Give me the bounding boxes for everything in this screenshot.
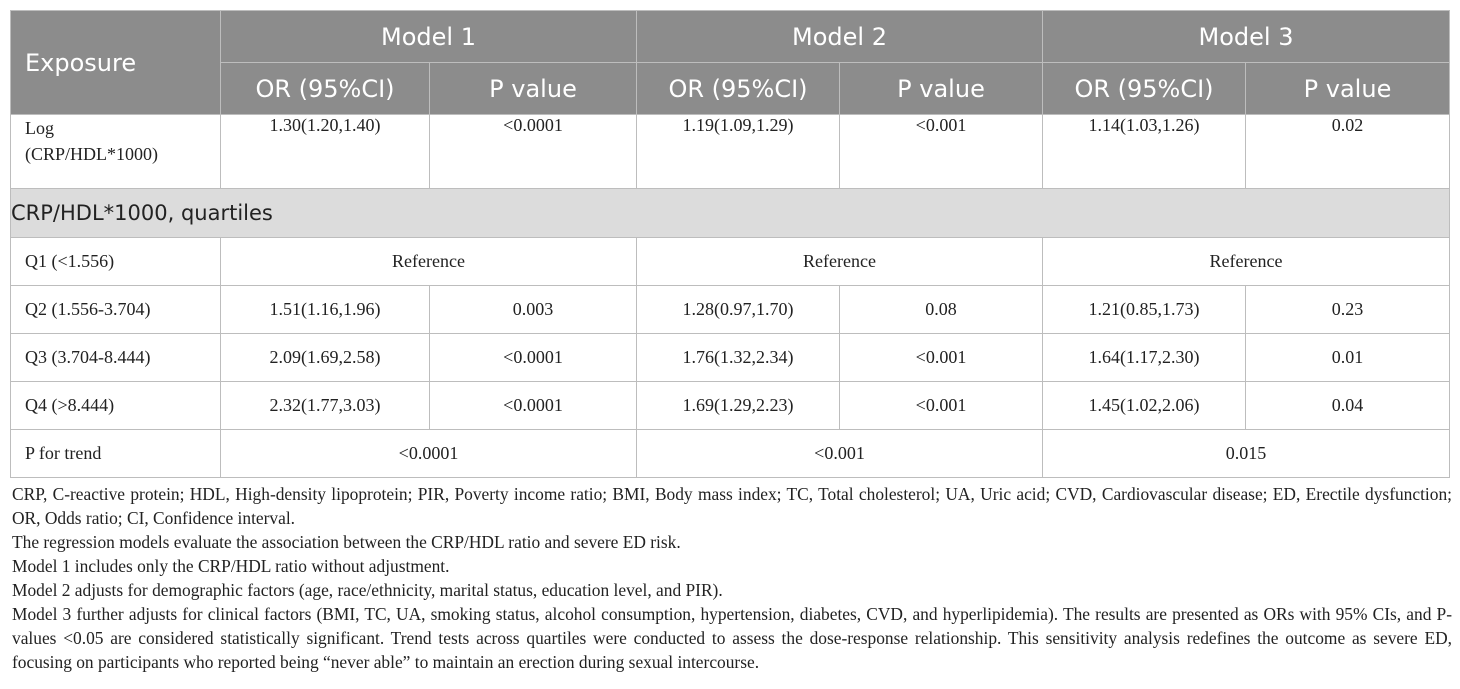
table-row: [11, 382, 1450, 430]
header-exposure: Exposure: [11, 11, 221, 115]
trend-row: [11, 430, 1450, 478]
header-row-models: [11, 11, 1450, 63]
log-m3-or: 1.14(1.03,1.26): [1043, 115, 1246, 189]
q1-m3-reference: Reference: [1043, 238, 1450, 286]
m1-p: 0.003: [430, 286, 637, 334]
m3-p: 0.01: [1246, 334, 1450, 382]
m2-p: 0.08: [840, 286, 1043, 334]
m3-or: 1.45(1.02,2.06): [1043, 382, 1246, 430]
q1-row: [11, 238, 1450, 286]
table-row: [11, 334, 1450, 382]
m1-or: 2.32(1.77,3.03): [221, 382, 430, 430]
m3-or: 1.64(1.17,2.30): [1043, 334, 1246, 382]
log-m3-p: 0.02: [1246, 115, 1450, 189]
m3-p: 0.04: [1246, 382, 1450, 430]
m2-or: 1.28(0.97,1.70): [637, 286, 840, 334]
header-or-m3: OR (95%CI): [1043, 63, 1246, 115]
trend-m3: 0.015: [1043, 430, 1450, 478]
m2-or: 1.76(1.32,2.34): [637, 334, 840, 382]
log-row-label: [11, 115, 221, 189]
log-m2-p: <0.001: [840, 115, 1043, 189]
q1-m2-reference: Reference: [637, 238, 1043, 286]
table-footnotes: [12, 482, 1452, 674]
m1-or: 1.51(1.16,1.96): [221, 286, 430, 334]
m2-p: <0.001: [840, 382, 1043, 430]
log-m2-or: 1.19(1.09,1.29): [637, 115, 840, 189]
log-m1-p: <0.0001: [430, 115, 637, 189]
row-label: Q4 (>8.444): [11, 382, 221, 430]
section-row: [11, 189, 1450, 238]
header-model-1: Model 1: [221, 11, 637, 63]
footnote-models-purpose: The regression models evaluate the association between the CRP/HDL ratio and severe ED risk.: [12, 532, 681, 552]
footnote-model-3: Model 3 further adjusts for clinical factors (BMI, TC, UA, smoking status, alcohol consumption, hypertension, diabetes, CVD, and hyperlipidemia). The results are presented as ORs with 95% CIs, and P-values <0.05 are considered statistically significant. Trend tests across quartiles were conducted to assess the dose-response relationship. This sensitivity analysis redefines the outcome as severe ED, focusing on participants who reported being “never able” to maintain an erection during sexual intercourse.: [12, 604, 1452, 672]
m1-p: <0.0001: [430, 334, 637, 382]
row-label: Q3 (3.704-8.444): [11, 334, 221, 382]
footnote-model-1: Model 1 includes only the CRP/HDL ratio without adjustment.: [12, 556, 450, 576]
header-model-2: Model 2: [637, 11, 1043, 63]
log-row: [11, 115, 1450, 189]
section-label: CRP/HDL*1000, quartiles: [11, 189, 1450, 238]
m1-or: 2.09(1.69,2.58): [221, 334, 430, 382]
header-p-m2: P value: [840, 63, 1043, 115]
header-or-m1: OR (95%CI): [221, 63, 430, 115]
trend-m1: <0.0001: [221, 430, 637, 478]
log-row-label-text: Log (CRP/HDL*1000): [25, 118, 159, 164]
header-p-m1: P value: [430, 63, 637, 115]
trend-label: P for trend: [11, 430, 221, 478]
row-label: Q2 (1.556-3.704): [11, 286, 221, 334]
header-p-m3: P value: [1246, 63, 1450, 115]
footnote-abbreviations: CRP, C-reactive protein; HDL, High-density lipoprotein; PIR, Poverty income ratio; BMI, Body mass index; TC, Total cholesterol; UA, Uric acid; CVD, Cardiovascular disease; ED, Erectile dysfunction; OR, Odds ratio; CI, Confidence interval.: [12, 484, 1452, 528]
m1-p: <0.0001: [430, 382, 637, 430]
m2-or: 1.69(1.29,2.23): [637, 382, 840, 430]
results-table: [10, 10, 1450, 478]
header-model-3: Model 3: [1043, 11, 1450, 63]
log-m1-or: 1.30(1.20,1.40): [221, 115, 430, 189]
footnote-model-2: Model 2 adjusts for demographic factors (age, race/ethnicity, marital status, education level, and PIR).: [12, 580, 723, 600]
q1-m1-reference: Reference: [221, 238, 637, 286]
q1-label: Q1 (<1.556): [11, 238, 221, 286]
m3-or: 1.21(0.85,1.73): [1043, 286, 1246, 334]
m3-p: 0.23: [1246, 286, 1450, 334]
m2-p: <0.001: [840, 334, 1043, 382]
table-row: [11, 286, 1450, 334]
trend-m2: <0.001: [637, 430, 1043, 478]
header-row-sub: [11, 63, 1450, 115]
header-or-m2: OR (95%CI): [637, 63, 840, 115]
